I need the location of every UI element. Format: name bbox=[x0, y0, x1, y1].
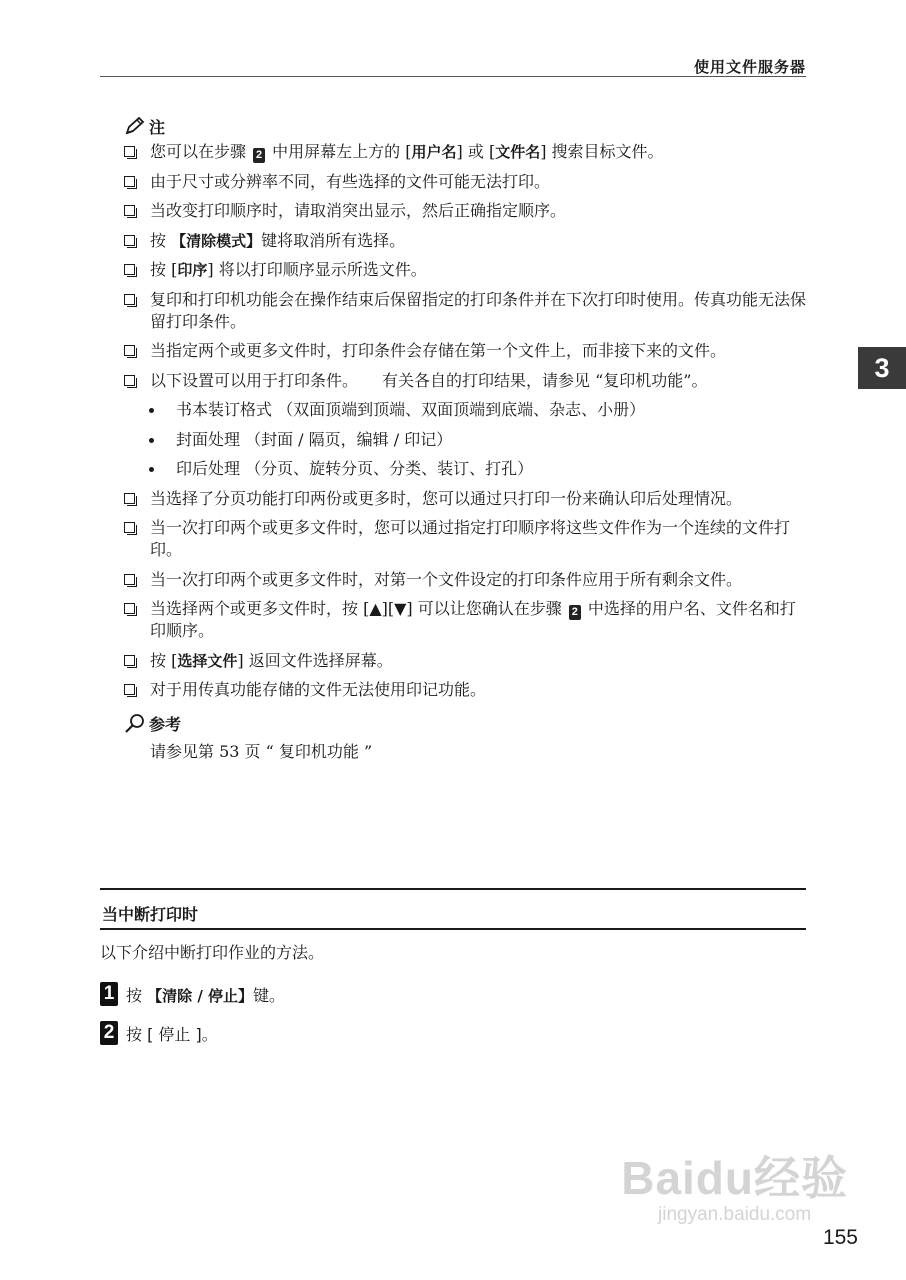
text-run: 按 [ 停止 ]。 bbox=[126, 1024, 218, 1044]
note-item bbox=[124, 289, 808, 333]
checkbox-bullet-icon bbox=[124, 205, 135, 216]
step-1 bbox=[100, 982, 285, 1006]
key-label: 用户名 bbox=[411, 143, 457, 161]
checkbox-bullet-icon bbox=[124, 235, 135, 246]
note-label: 注 bbox=[149, 117, 166, 137]
bullet-item: 书本装订格式 （双面顶端到顶端、双面顶端到底端、杂志、小册） bbox=[148, 399, 808, 421]
text-run: 中选择的用户名、文件名和打印顺序。 bbox=[150, 599, 796, 640]
text-run: 键将取消所有选择。 bbox=[261, 230, 406, 250]
text-run: 当选择了分页功能打印两份或更多时，您可以通过只打印一份来确认印后处理情况。 bbox=[150, 488, 743, 508]
header-rule bbox=[100, 76, 806, 77]
bullet-item: 印后处理 （分页、旋转分页、分类、装订、打孔） bbox=[148, 458, 808, 480]
text-run: ] 返回文件选择屏幕。 bbox=[237, 650, 393, 670]
checkbox-bullet-icon bbox=[124, 574, 135, 585]
checkbox-bullet-icon bbox=[124, 146, 135, 157]
chapter-tab: 3 bbox=[858, 347, 906, 389]
step-reference-badge: 2 bbox=[569, 605, 581, 620]
checkbox-bullet-icon bbox=[124, 603, 135, 614]
watermark bbox=[621, 1142, 848, 1226]
key-label: 【清除模式】 bbox=[171, 231, 262, 250]
checkbox-bullet-icon bbox=[124, 345, 135, 356]
text-run: 键。 bbox=[253, 985, 286, 1005]
checkbox-bullet-icon bbox=[124, 294, 135, 305]
text-run: 按 [ bbox=[150, 260, 178, 279]
note-item bbox=[124, 370, 808, 392]
text-run: 按 bbox=[150, 230, 172, 250]
note-item bbox=[124, 259, 808, 281]
note-item bbox=[124, 141, 808, 163]
text-run: 当一次打印两个或更多文件时，对第一个文件设定的打印条件应用于所有剩余文件。 bbox=[150, 569, 743, 589]
text-run: ] 或 [ bbox=[456, 142, 496, 161]
pencil-icon bbox=[124, 116, 146, 136]
checkbox-bullet-icon bbox=[124, 264, 135, 275]
page-header-title: 使用文件服务器 bbox=[693, 58, 806, 76]
notes-content bbox=[124, 114, 808, 763]
note-item bbox=[124, 517, 808, 561]
key-label: 【清除 / 停止】 bbox=[147, 986, 254, 1005]
text-run: 当改变打印顺序时，请取消突出显示，然后正确指定顺序。 bbox=[150, 201, 567, 220]
checkbox-bullet-icon bbox=[124, 684, 135, 695]
checkbox-bullet-icon bbox=[124, 375, 135, 386]
page-number: 155 bbox=[822, 1226, 858, 1249]
reference-text: 请参见第 53 页 “ 复印机功能 ” bbox=[150, 742, 373, 761]
text-run: ] 将以打印顺序显示所选文件。 bbox=[207, 260, 427, 279]
text-run: 按 bbox=[126, 985, 148, 1005]
note-item bbox=[124, 200, 808, 222]
note-item bbox=[124, 230, 808, 252]
reference-label: 参考 bbox=[149, 714, 182, 734]
bullet-item: 封面处理 （封面 / 隔页，编辑 / 印记） bbox=[148, 429, 808, 451]
step-reference-badge: 2 bbox=[253, 148, 265, 163]
key-label: 文件名 bbox=[495, 143, 541, 161]
text-run: 当一次打印两个或更多文件时，您可以通过指定打印顺序将这些文件作为一个连续的文件打印。 bbox=[150, 518, 791, 559]
checkbox-bullet-icon bbox=[124, 176, 135, 187]
step-text bbox=[126, 1022, 218, 1045]
note-item bbox=[124, 340, 808, 362]
step-text bbox=[126, 983, 285, 1006]
text-run: 由于尺寸或分辨率不同，有些选择的文件可能无法打印。 bbox=[150, 171, 551, 191]
text-run: 以下设置可以用于打印条件。 有关各自的打印结果，请参见 “复印机功能”。 bbox=[150, 370, 708, 390]
note-item bbox=[124, 679, 808, 701]
step-2 bbox=[100, 1021, 218, 1045]
section-heading-box bbox=[100, 888, 806, 930]
text-run: 复印和打印机功能会在操作结束后保留指定的打印条件并在下次打印时使用。传真功能无法保留打印条件。 bbox=[150, 289, 807, 331]
step-number-badge: 1 bbox=[100, 982, 118, 1006]
text-run: 当选择两个或更多文件时，按 [▲][▼] 可以让您确认在步骤 bbox=[150, 599, 567, 618]
text-run: 中用屏幕左上方的 [ bbox=[267, 142, 412, 161]
magnifier-icon bbox=[124, 713, 146, 733]
text-run: 当指定两个或更多文件时，打印条件会存储在第一个文件上，而非接下来的文件。 bbox=[150, 341, 727, 360]
note-item bbox=[124, 650, 808, 672]
step-number-badge: 2 bbox=[100, 1021, 118, 1045]
checkbox-bullet-icon bbox=[124, 493, 135, 504]
key-label: 选择文件 bbox=[177, 651, 238, 670]
text-run: ] 搜索目标文件。 bbox=[540, 142, 664, 161]
checkbox-bullet-icon bbox=[124, 655, 135, 666]
watermark-url: jingyan.baidu.com bbox=[658, 1204, 812, 1225]
watermark-brand: Baidu经验 bbox=[621, 1152, 848, 1204]
section-heading: 当中断打印时 bbox=[102, 905, 199, 924]
checkbox-bullet-icon bbox=[124, 522, 135, 533]
note-item bbox=[124, 488, 808, 510]
section-intro: 以下介绍中断打印作业的方法。 bbox=[100, 943, 325, 962]
text-run: 对于用传真功能存储的文件无法使用印记功能。 bbox=[150, 680, 487, 699]
note-heading bbox=[124, 114, 808, 138]
note-item bbox=[124, 598, 808, 642]
reference-heading bbox=[124, 711, 808, 735]
text-run: 您可以在步骤 bbox=[150, 142, 252, 161]
note-item bbox=[124, 171, 808, 193]
note-item bbox=[124, 569, 808, 591]
bullet-list bbox=[148, 399, 808, 480]
note-list bbox=[124, 141, 808, 701]
key-label: 印序 bbox=[177, 261, 208, 279]
text-run: 按 [ bbox=[150, 650, 178, 670]
